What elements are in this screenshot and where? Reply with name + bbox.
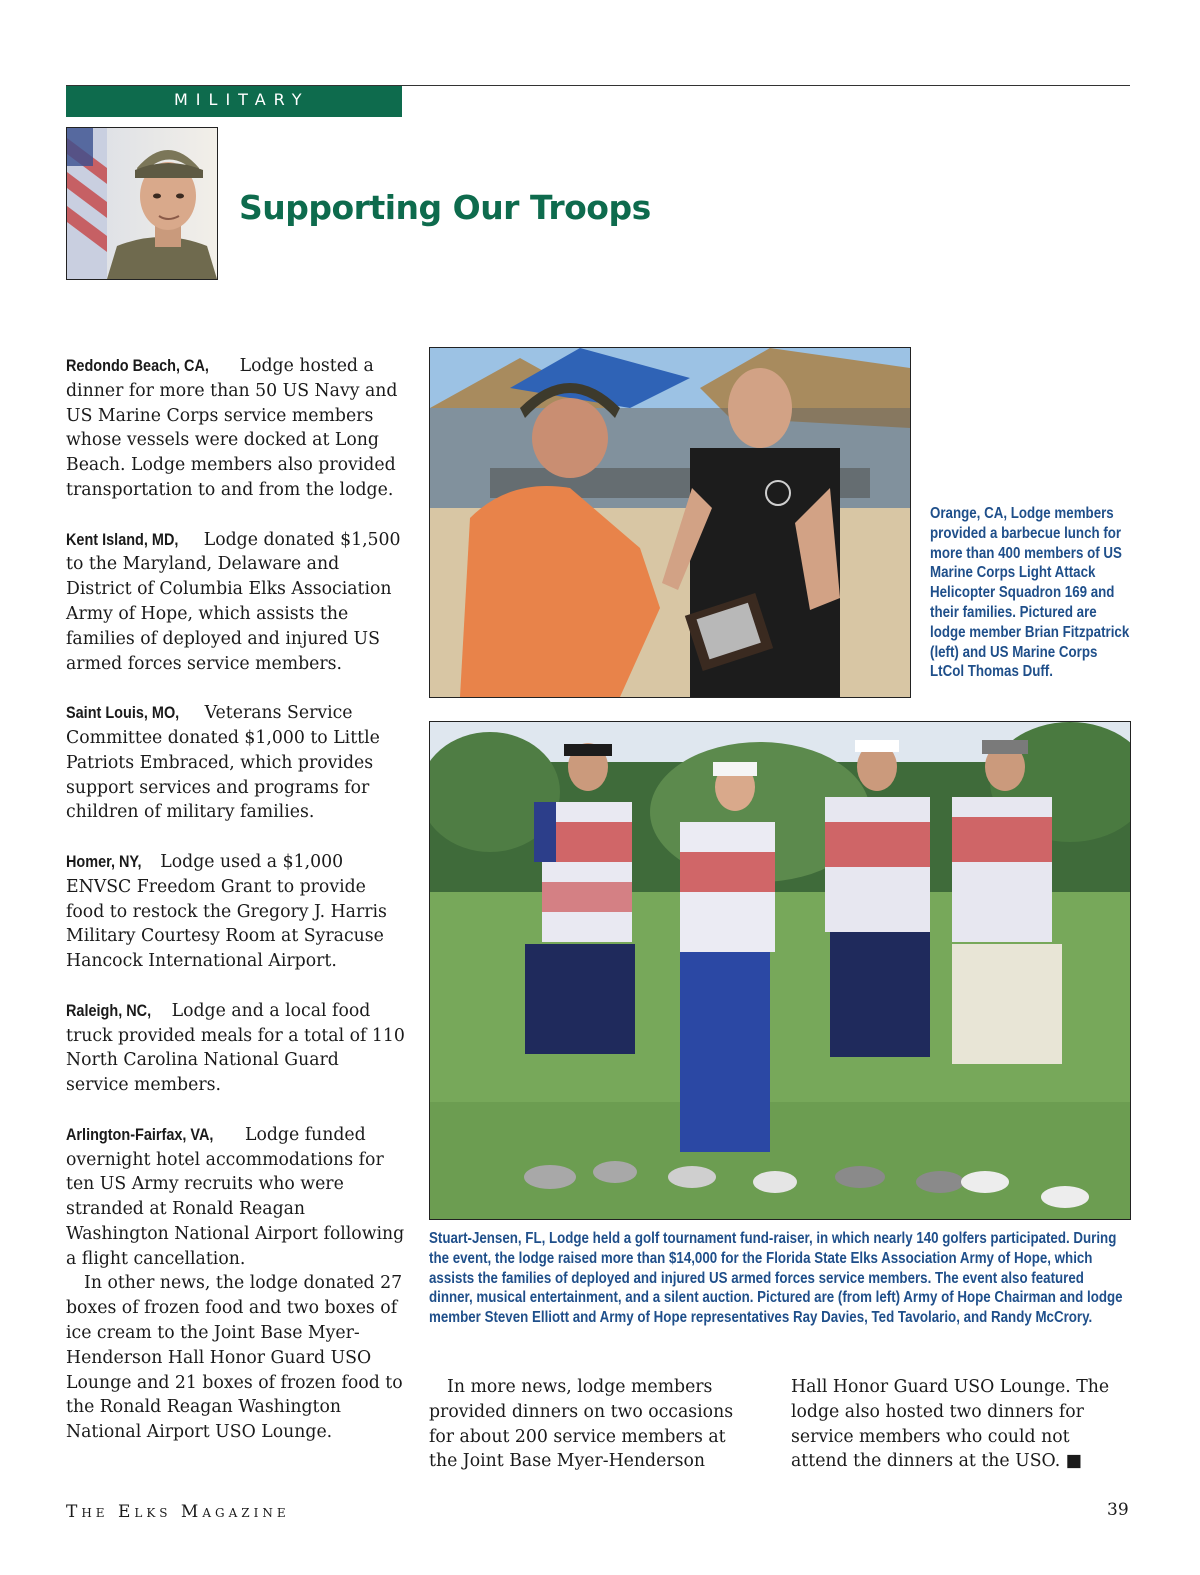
photo2-caption [429, 1229, 1129, 1328]
item-location: Saint Louis, MO, [66, 703, 180, 723]
caption-text: Lodge held a golf tournament fund-raiser, in which nearly 140 golfers participated. During the event, the lodge raised more than $14,000 for the Florida State Elks Association Army of Hope, which assists the families of deployed and injured US armed forces service members. The event also featured dinner, musical entertainment, and a silent auction. Pictured are (from left) Army of Hope Chairman and lodge member Steven Elliott and Army of Hope representatives Ray Davies, Ted Tavolario, and Randy McCrory. [429, 1230, 1123, 1327]
news-item [66, 701, 406, 825]
caption-location: Stuart-Jensen, FL, [429, 1230, 546, 1247]
item-location: Arlington-Fairfax, VA, [66, 1124, 214, 1144]
barbecue-handshake-photo [429, 347, 911, 698]
left-article-column [66, 354, 406, 1445]
item-text: Veterans Service Committee donated $1,000 to Little Patriots Embraced, which provides support services and programs for children of military families. [66, 703, 380, 823]
page-title: Supporting Our Troops [239, 188, 651, 227]
item-text: Lodge funded overnight hotel accommodations for ten US Army recruits who were stranded at Ronald Reagan Washington National Airport following a flight cancellation. [66, 1124, 405, 1269]
news-item [66, 354, 406, 503]
news-item [66, 528, 406, 677]
news-item [66, 1123, 406, 1272]
item-text: Lodge and a local food truck provided meals for a total of 110 North Carolina National Guard service members. [66, 1000, 405, 1096]
photo1-caption [930, 504, 1130, 682]
bottom-text-column-1 [429, 1375, 759, 1474]
caption-location: Orange, CA, [930, 505, 1008, 522]
bottom-text-column-2 [791, 1375, 1131, 1474]
bottom-paragraph: In more news, lodge members provided dinners on two occasions for about 200 service members at the Joint Base Myer-Henderson [429, 1377, 734, 1472]
item-text: Lodge donated $1,500 to the Maryland, Delaware and District of Columbia Elks Association Army of Hope, which assists the families of deployed and injured US armed forces service members. [66, 529, 401, 674]
continuation-paragraph: In other news, the lodge donated 27 boxes of frozen food and two boxes of ice cream to the Joint Base Myer-Henderson Hall Honor Guard USO Lounge and 21 boxes of frozen food to the Ronald Reagan Washington National Airport USO Lounge. [66, 1273, 403, 1443]
item-location: Raleigh, NC, [66, 1000, 152, 1020]
caption-text: Lodge members provided a barbecue lunch for more than 400 members of US Marine Corps Light Attack Helicopter Squadron 169 and their families. Pictured are lodge member Brian Fitzpatrick (left) and US Marine Corps LtCol Thomas Duff. [930, 505, 1130, 681]
news-item [66, 999, 406, 1098]
item-location: Homer, NY, [66, 851, 142, 871]
section-label: MILITARY [174, 90, 310, 109]
item-location: Kent Island, MD, [66, 529, 179, 549]
publication-name: The Elks Magazine [66, 1502, 290, 1522]
item-text: Lodge hosted a dinner for more than 50 US Navy and US Marine Corps service members whose vessels were docked at Long Beach. Lodge members also provided transportation to and from the lodge. [66, 356, 398, 500]
page-number: 39 [1107, 1500, 1129, 1520]
item-text: Lodge used a $1,000 ENVSC Freedom Grant to provide food to restock the Gregory J. Harris Military Courtesy Room at Syracuse Hancock International Airport. [66, 851, 387, 972]
soldier-portrait-photo [66, 127, 218, 280]
news-item [66, 850, 406, 974]
golfers-group-photo [429, 721, 1131, 1220]
end-mark: ■ [1065, 1451, 1083, 1472]
bottom-paragraph-end [791, 1375, 1131, 1474]
item-location: Redondo Beach, CA, [66, 356, 209, 375]
bottom-paragraph-text: Hall Honor Guard USO Lounge. The lodge also hosted two dinners for service members who could not attend the dinners at the USO. [791, 1377, 1110, 1472]
